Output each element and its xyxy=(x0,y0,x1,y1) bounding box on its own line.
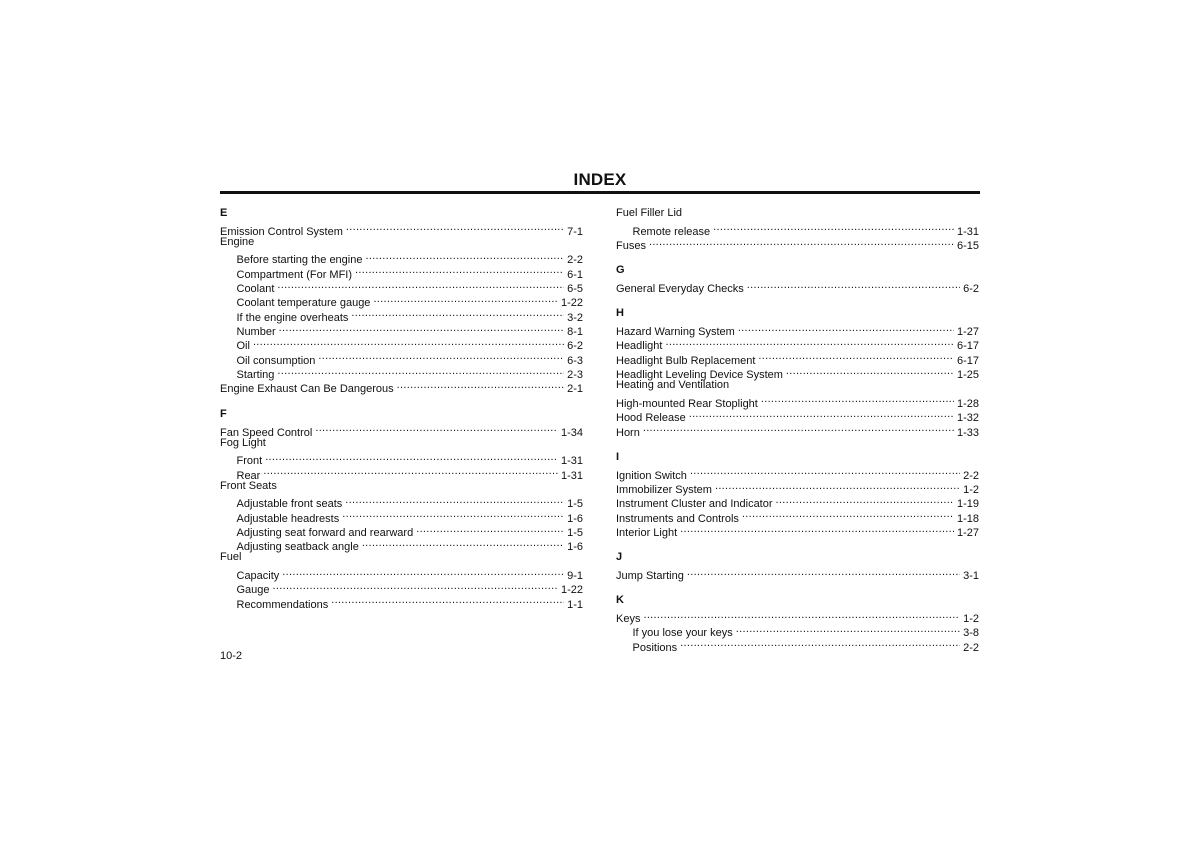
index-entry xyxy=(220,421,583,439)
entry-label: Immobilizer System xyxy=(616,483,712,496)
entry-page: 1-33 xyxy=(956,426,979,439)
index-section xyxy=(616,593,979,654)
dot-leader xyxy=(665,335,953,349)
dot-leader xyxy=(277,364,564,378)
entry-label: Jump Starting xyxy=(616,569,684,582)
entry-label: Headlight xyxy=(616,340,663,353)
index-heading: Fuel Filler Lid xyxy=(616,207,683,219)
entry-page: 6-5 xyxy=(567,283,583,296)
dot-leader xyxy=(643,421,954,435)
dot-leader xyxy=(273,579,558,593)
entry-label: Hood Release xyxy=(616,412,686,425)
entry-page: 1-28 xyxy=(956,397,979,410)
entry-label: Recommendations xyxy=(236,598,329,611)
index-column-right xyxy=(616,206,979,654)
entry-page: 1-32 xyxy=(956,412,979,425)
entry-page: 6-3 xyxy=(567,354,583,367)
entry-page: 3-8 xyxy=(963,627,979,640)
section-letter: F xyxy=(220,407,227,420)
index-subentry xyxy=(220,335,583,353)
entry-label: Fuses xyxy=(616,240,646,253)
index-heading: Fog Light xyxy=(220,436,266,449)
entry-label: Interior Light xyxy=(616,526,678,539)
index-heading: Heating and Ventilation xyxy=(616,379,730,392)
index-entry xyxy=(220,378,583,396)
dot-leader xyxy=(263,464,558,478)
entry-label: Oil consumption xyxy=(236,354,316,367)
dot-leader xyxy=(689,407,954,421)
dot-leader xyxy=(253,335,564,349)
entry-label: Instrument Cluster and Indicator xyxy=(616,498,773,511)
dot-leader xyxy=(649,235,954,249)
index-entry xyxy=(616,235,979,253)
dot-leader xyxy=(345,493,564,507)
entry-label: Adjustable headrests xyxy=(236,512,340,525)
entry-page: 1-18 xyxy=(956,512,979,525)
entry-label: Coolant temperature gauge xyxy=(236,297,371,310)
entry-page: 7-1 xyxy=(567,225,583,238)
index-subentry xyxy=(220,349,583,367)
index-heading: Front Seats xyxy=(220,479,277,492)
entry-page: 1-25 xyxy=(956,369,979,382)
entry-label: High-mounted Rear Stoplight xyxy=(616,397,758,410)
section-letter: H xyxy=(616,307,624,320)
entry-label: If you lose your keys xyxy=(632,627,733,640)
entry-label: Capacity xyxy=(236,569,280,582)
index-section xyxy=(220,206,583,396)
title-rule xyxy=(220,191,980,194)
entry-label: Number xyxy=(236,326,276,339)
index-column-left xyxy=(220,206,583,611)
index-subentry xyxy=(220,565,583,582)
entry-label: Headlight Leveling Device System xyxy=(616,369,783,382)
index-subentry xyxy=(220,450,583,468)
dot-leader xyxy=(342,507,564,521)
dot-leader xyxy=(758,349,954,363)
entry-label: Positions xyxy=(632,641,678,654)
dot-leader xyxy=(687,565,960,579)
entry-label: Before starting the engine xyxy=(236,254,363,267)
index-entry xyxy=(616,565,979,582)
dot-leader xyxy=(416,522,564,536)
index-entry xyxy=(616,421,979,439)
section-letter: G xyxy=(616,264,625,277)
dot-leader xyxy=(747,278,960,292)
dot-leader xyxy=(680,522,954,536)
index-heading: Fuel xyxy=(220,551,242,564)
entry-page: 1-34 xyxy=(560,426,583,439)
entry-label: Front xyxy=(236,455,263,468)
entry-label: Coolant xyxy=(236,283,275,296)
dot-leader xyxy=(365,249,564,263)
entry-page: 9-1 xyxy=(567,569,583,582)
dot-leader xyxy=(318,349,564,363)
entry-page: 1-31 xyxy=(560,455,583,468)
entry-label: Fan Speed Control xyxy=(220,426,313,439)
index-entry xyxy=(616,464,979,482)
entry-label: Compartment (For MFI) xyxy=(236,268,353,281)
entry-label: Headlight Bulb Replacement xyxy=(616,354,756,367)
dot-leader xyxy=(715,479,960,493)
index-entry xyxy=(616,321,979,339)
entry-page: 6-1 xyxy=(567,268,583,281)
entry-label: Gauge xyxy=(236,584,270,597)
entry-page: 1-19 xyxy=(956,498,979,511)
dot-leader xyxy=(397,378,564,392)
entry-page: 1-5 xyxy=(567,498,583,511)
entry-page: 1-5 xyxy=(567,526,583,539)
dot-leader xyxy=(346,220,564,234)
entry-page: 1-31 xyxy=(956,225,979,238)
entry-page: 2-2 xyxy=(567,254,583,267)
entry-label: Keys xyxy=(616,612,641,625)
dot-leader xyxy=(265,450,558,464)
index-subentry xyxy=(616,220,979,238)
entry-label: If the engine overheats xyxy=(236,311,349,324)
entry-page: 1-6 xyxy=(567,512,583,525)
section-letter: J xyxy=(616,551,623,564)
entry-page: 6-17 xyxy=(956,354,979,367)
entry-page: 8-1 xyxy=(567,326,583,339)
index-entry xyxy=(616,349,979,367)
entry-label: Ignition Switch xyxy=(616,469,687,482)
entry-label: Emission Control System xyxy=(220,225,343,238)
entry-page: 1-22 xyxy=(560,584,583,597)
entry-page: 6-15 xyxy=(956,240,979,253)
dot-leader xyxy=(761,392,954,406)
index-entry xyxy=(616,335,979,353)
entry-page: 1-27 xyxy=(956,526,979,539)
entry-page: 2-2 xyxy=(963,641,979,654)
entry-page: 1-6 xyxy=(567,541,583,554)
entry-label: Rear xyxy=(236,469,261,482)
index-entry xyxy=(616,392,979,410)
index-subentry xyxy=(220,292,583,310)
index-section xyxy=(616,550,979,582)
entry-label: General Everyday Checks xyxy=(616,283,744,296)
entry-label: Engine Exhaust Can Be Dangerous xyxy=(220,383,394,396)
dot-leader xyxy=(736,622,960,636)
dot-leader xyxy=(355,263,564,277)
entry-page: 1-1 xyxy=(567,598,583,611)
index-section xyxy=(616,306,979,439)
index-section xyxy=(616,263,979,296)
entry-label: Horn xyxy=(616,426,640,439)
index-subentry xyxy=(616,622,979,640)
entry-page: 1-2 xyxy=(963,612,979,625)
entry-page: 2-3 xyxy=(567,369,583,382)
entry-page: 6-2 xyxy=(963,283,979,296)
dot-leader xyxy=(643,608,960,622)
index-subentry xyxy=(220,493,583,511)
index-subentry xyxy=(220,464,583,482)
dot-leader xyxy=(315,421,558,435)
dot-leader xyxy=(742,507,954,521)
entry-label: Instruments and Controls xyxy=(616,512,739,525)
dot-leader xyxy=(776,493,954,507)
index-entry xyxy=(616,278,979,296)
dot-leader xyxy=(738,321,954,335)
entry-label: Remote release xyxy=(632,225,711,238)
index-subentry xyxy=(220,249,583,267)
entry-label: Adjustable front seats xyxy=(236,498,343,511)
index-section xyxy=(220,407,583,611)
dot-leader xyxy=(680,636,960,650)
entry-page: 1-31 xyxy=(560,469,583,482)
dot-leader xyxy=(279,321,564,335)
dot-leader xyxy=(690,464,960,478)
entry-label: Hazard Warning System xyxy=(616,326,735,339)
entry-page: 3-2 xyxy=(567,311,583,324)
entry-page: 1-22 xyxy=(560,297,583,310)
dot-leader xyxy=(282,565,564,579)
index-entry xyxy=(220,220,583,238)
dot-leader xyxy=(331,593,564,607)
index-subentry xyxy=(220,579,583,597)
dot-leader xyxy=(713,220,954,234)
dot-leader xyxy=(351,306,564,320)
index-heading: Engine xyxy=(220,235,255,248)
entry-label: Adjusting seatback angle xyxy=(236,541,359,554)
entry-page: 2-1 xyxy=(567,383,583,396)
entry-label: Adjusting seat forward and rearward xyxy=(236,526,414,539)
dot-leader xyxy=(277,278,564,292)
entry-page: 6-2 xyxy=(567,340,583,353)
section-letter: E xyxy=(220,207,228,219)
page-title: INDEX xyxy=(573,170,627,189)
section-letter: K xyxy=(616,594,624,607)
index-section xyxy=(616,450,979,539)
index-subentry xyxy=(220,593,583,611)
entry-label: Oil xyxy=(236,340,250,353)
index-entry xyxy=(616,608,979,625)
dot-leader xyxy=(373,292,558,306)
entry-page: 1-27 xyxy=(956,326,979,339)
entry-label: Starting xyxy=(236,369,275,382)
entry-page: 1-2 xyxy=(963,483,979,496)
page-number: 10-2 xyxy=(220,650,243,662)
index-section xyxy=(616,206,979,253)
entry-page: 3-1 xyxy=(963,569,979,582)
section-letter: I xyxy=(616,450,620,463)
dot-leader xyxy=(786,364,954,378)
dot-leader xyxy=(362,536,564,550)
entry-page: 2-2 xyxy=(963,469,979,482)
entry-page: 6-17 xyxy=(956,340,979,353)
